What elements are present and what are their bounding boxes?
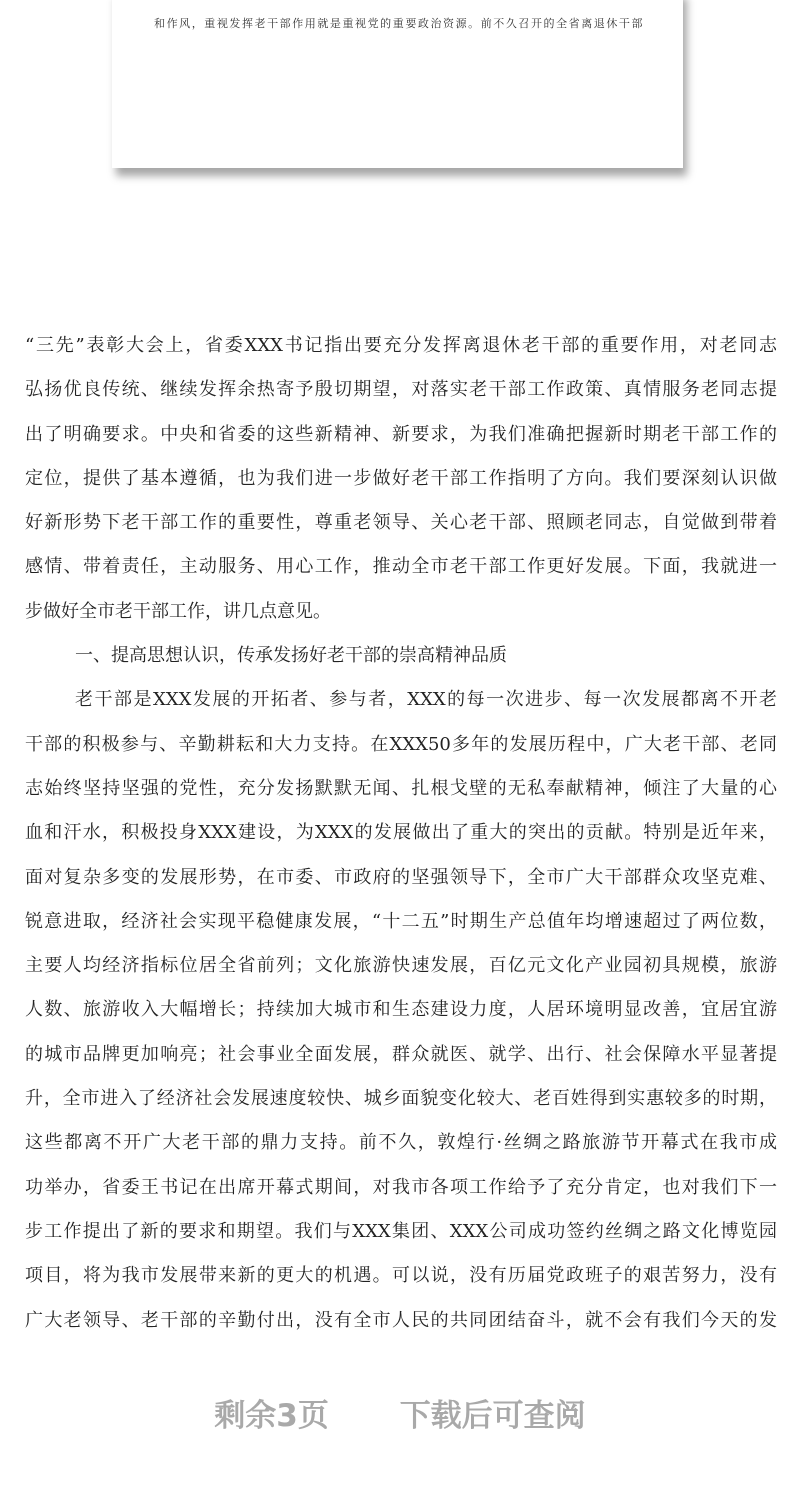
paragraph-line: 面对复杂多变的发展形势，在市委、市政府的坚强领导下，全市广大干部群众攻坚克难、 — [25, 866, 777, 888]
paragraph-line: “三先”表彰大会上，省委XXX书记指出要充分发挥离退休老干部的重要作用，对老同志 — [25, 335, 777, 356]
paragraph-line: 人数、旅游收入大幅增长；持续加大城市和生态建设力度，人居环境明显改善，宜居宜游 — [25, 999, 777, 1021]
download-to-view-label[interactable]: 下载后可查阅 — [399, 1398, 586, 1434]
document-body — [25, 330, 777, 1349]
paragraph-line: 锐意进取，经济社会实现平稳健康发展，“十二五”时期生产总值年均增速超过了两位数， — [25, 910, 777, 932]
paragraph-line: 功举办，省委王书记在出席开幕式期间，对我市各项工作给予了充分肯定，也对我们下一 — [25, 1176, 777, 1198]
remaining-pages-label: 剩余3页 — [214, 1398, 329, 1434]
paragraph-line: 好新形势下老干部工作的重要性，尊重老领导、关心老干部、照顾老同志，自觉做到带着 — [25, 512, 777, 534]
preview-text: 和作风，重视发挥老干部作用就是重视党的重要政治资源。前不久召开的全省离退休干部 — [154, 17, 643, 30]
paragraph-line: 定位，提供了基本遵循，也为我们进一步做好老干部工作指明了方向。我们要深刻认识做 — [25, 467, 777, 489]
paragraph-line: 志始终坚持坚强的党性，充分发扬默默无闻、扎根戈壁的无私奉献精神，倾注了大量的心 — [25, 777, 777, 799]
paragraph-line: 步做好全市老干部工作，讲几点意见。 — [25, 600, 331, 622]
paragraph-line: 这些都离不开广大老干部的鼎力支持。前不久，敦煌行·丝绸之路旅游节开幕式在我市成 — [25, 1132, 777, 1154]
paragraph-line: 干部的积极参与、辛勤耕耘和大力支持。在XXX50多年的发展历程中，广大老干部、老同 — [25, 733, 777, 755]
paragraph-line: 项目，将为我市发展带来新的更大的机遇。可以说，没有历届党政班子的艰苦努力，没有 — [25, 1265, 777, 1287]
preview-page-card — [112, 0, 683, 168]
paragraph-line: 弘扬优良传统、继续发挥余热寄予殷切期望，对落实老干部工作政策、真情服务老同志提 — [25, 379, 777, 401]
paragraph-line: 的城市品牌更加响亮；社会事业全面发展，群众就医、就学、出行、社会保障水平显著提 — [25, 1043, 777, 1065]
paragraph-line: 血和汗水，积极投身XXX建设，为XXX的发展做出了重大的突出的贡献。特别是近年来， — [25, 822, 777, 844]
paragraph-line: 老干部是XXX发展的开拓者、参与者，XXX的每一次进步、每一次发展都离不开老 — [75, 689, 777, 711]
paragraph-line: 主要人均经济指标位居全省前列；文化旅游快速发展，百亿元文化产业园初具规模，旅游 — [25, 955, 777, 977]
paragraph-line: 出了明确要求。中央和省委的这些新精神、新要求，为我们准确把握新时期老干部工作的 — [25, 423, 777, 445]
paragraph-line: 步工作提出了新的要求和期望。我们与XXX集团、XXX公司成功签约丝绸之路文化博览园 — [25, 1220, 777, 1242]
paragraph-line: 升，全市进入了经济社会发展速度较快、城乡面貌变化较大、老百姓得到实惠较多的时期， — [25, 1088, 777, 1110]
download-prompt[interactable] — [0, 1390, 800, 1435]
paragraph-line: 感情、带着责任，主动服务、用心工作，推动全市老干部工作更好发展。下面，我就进一 — [25, 556, 777, 578]
paragraph-line: 广大老领导、老干部的辛勤付出，没有全市人民的共同团结奋斗，就不会有我们今天的发 — [25, 1309, 777, 1331]
section-heading: 一、提高思想认识，传承发扬好老干部的崇高精神品质 — [75, 645, 507, 667]
